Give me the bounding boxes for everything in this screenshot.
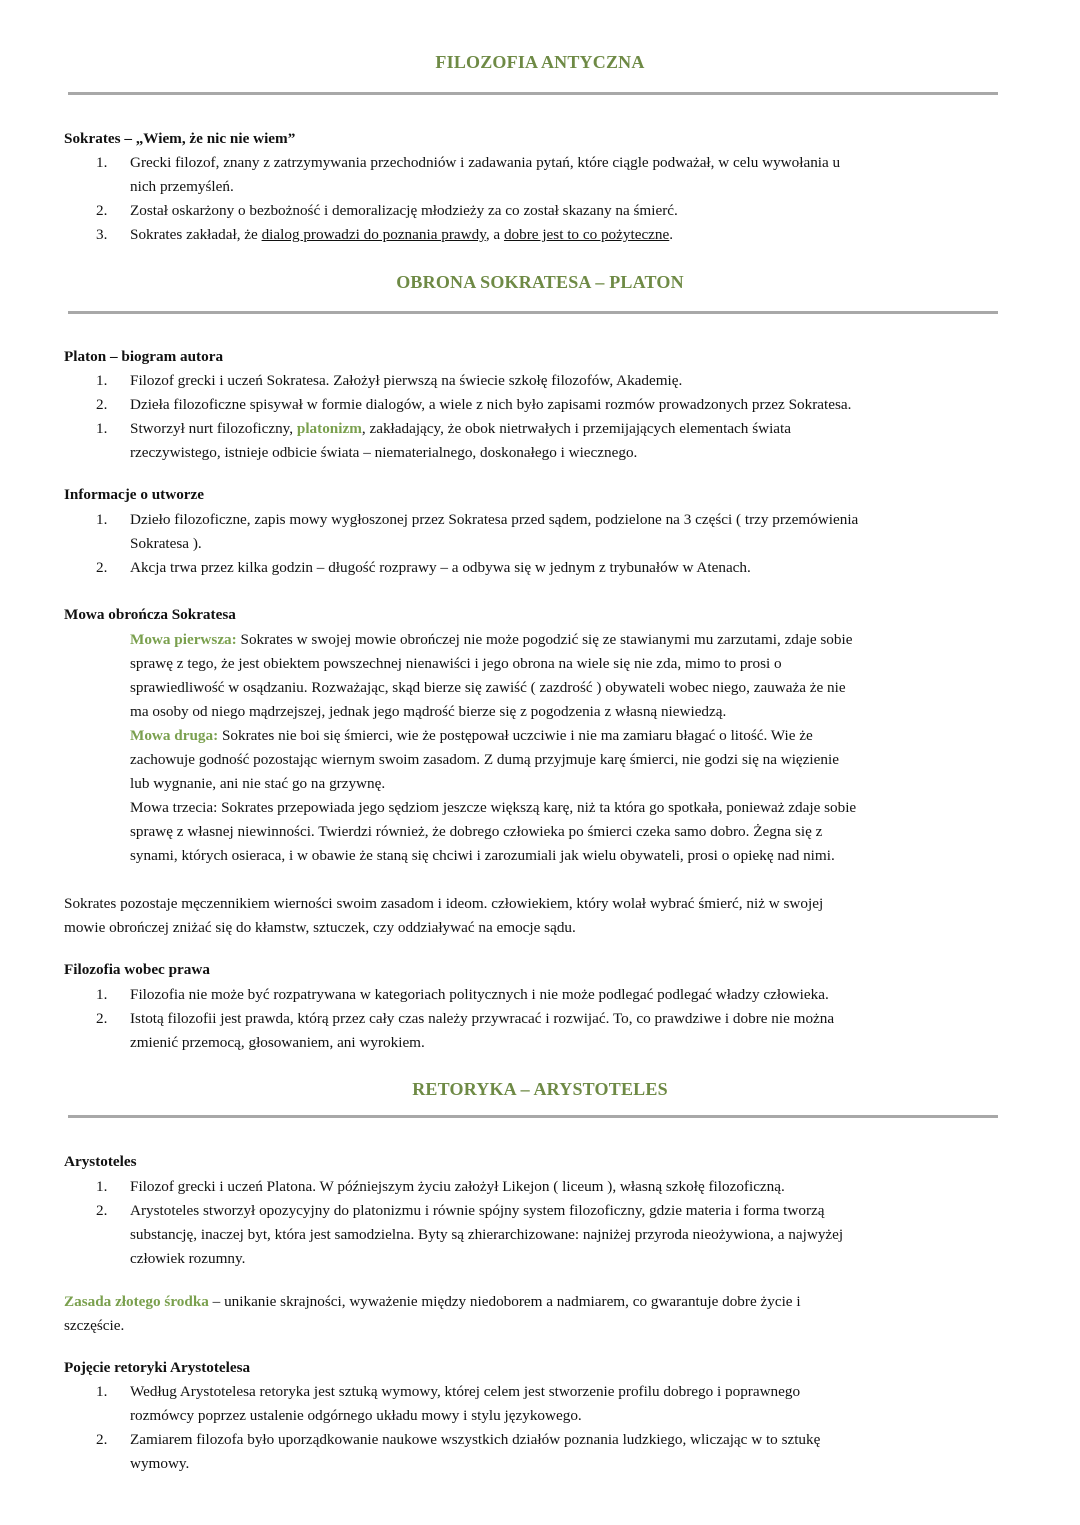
underlined-phrase: dobre jest to co pożyteczne: [503, 226, 670, 243]
list-item-text: Dzieło filozoficzne, zapis mowy wygłoszonej przez Sokratesa przed sądem, podzielone na 3 części ( trzy przemówienia: [130, 511, 859, 528]
text-run: Sokrates w swojej mowie obrończej nie może pogodzić się ze stawianymi mu zarzutami, zdaje sobie: [240, 631, 853, 648]
list-item-text: wymowy.: [130, 1455, 190, 1472]
text-run: Sokrates zakładał, że: [130, 226, 262, 243]
list-number: 1.: [96, 154, 108, 171]
list-number: 1.: [96, 1178, 108, 1195]
paragraph-line: ma osoby od niego mądrzejszej, jednak jego mądrość bierze się z pogodzenia z własną niewiedzą.: [130, 703, 727, 720]
list-item-text: Filozofia nie może być rozpatrywana w kategoriach politycznych i nie może podlegać podlegać władzy człowieka.: [130, 986, 829, 1003]
list-item-text: Akcja trwa przez kilka godzin – długość rozprawy – a odbywa się w jednym z trybunałów w Atenach.: [130, 559, 751, 576]
text-run: , a: [485, 226, 504, 243]
text-run: , zakładający, że obok nietrwałych i przemijających elementach świata: [361, 420, 791, 437]
sokrates-heading: Sokrates – „Wiem, że nic nie wiem”: [64, 130, 296, 147]
paragraph-line: lub wygnanie, ani nie stać go na grzywnę.: [130, 775, 386, 792]
list-item-text: rozmówcy poprzez ustalenie odgórnego układu mowy i stylu językowego.: [130, 1407, 582, 1424]
text-run: – unikanie skrajności, wyważenie między niedoborem a nadmiarem, co gwarantuje dobre życie i: [208, 1293, 801, 1310]
list-item-text: rzeczywistego, istnieje odbicie świata – niematerialnego, doskonałego i wiecznego.: [130, 444, 638, 461]
list-item-text: Dzieła filozoficzne spisywał w formie dialogów, a wiele z nich było zapisami rozmów prowadzonych przez Sokratesa.: [130, 396, 852, 413]
list-item-text: Filozof grecki i uczeń Platona. W późniejszym życiu założył Likejon ( liceum ), własną szkołę filozoficzną.: [130, 1178, 785, 1195]
list-item-text: substancję, inaczej byt, która jest samodzielna. Byty są zhierarchizowane: najniżej przyroda nieożywiona, a najwyżej: [130, 1226, 844, 1243]
list-number: 2.: [96, 1010, 108, 1027]
list-item-text: Według Arystotelesa retoryka jest sztuką wymowy, której celem jest stworzenie profilu dobrego i poprawnego: [130, 1383, 801, 1400]
paragraph-line: [130, 628, 852, 652]
list-number: 1.: [96, 1383, 108, 1400]
paragraph-line: sprawę z własnej niewinności. Twierdzi również, że dobrego człowieka po śmierci czeka samo dobro. Żegna się z: [130, 823, 823, 840]
list-item-text: Grecki filozof, znany z zatrzymywania przechodniów i zadawania pytań, które ciągle podważał, w celu wywołania u: [130, 154, 841, 171]
list-item-text: [130, 223, 673, 247]
section-title-filozofia: FILOZOFIA ANTYCZNA: [435, 52, 645, 72]
list-number: 2.: [96, 202, 108, 219]
list-number: 1.: [96, 511, 108, 528]
list-number: 3.: [96, 226, 108, 243]
section-divider: [68, 1115, 998, 1118]
mowa-heading: Mowa obrończa Sokratesa: [64, 606, 236, 623]
list-item-text: zmienić przemocą, głosowaniem, ani wyrokiem.: [130, 1034, 425, 1051]
list-item-text: człowiek rozumny.: [130, 1250, 246, 1267]
highlight-platonizm: platonizm: [296, 420, 362, 437]
paragraph-line: szczęście.: [64, 1317, 125, 1334]
underlined-phrase: dialog prowadzi do poznania prawdy: [261, 226, 486, 243]
text-run: .: [669, 226, 674, 243]
list-number: 1.: [96, 372, 108, 389]
list-item-text: Arystoteles stworzył opozycyjny do platonizmu i równie spójny system filozoficzny, gdzie materia i forma tworzą: [130, 1202, 825, 1219]
golden-mean-label: Zasada złotego środka: [64, 1293, 209, 1310]
paragraph-line: zachowuje godność pozostając wiernym swoim zasadom. Z dumą przyjmuje karę śmierci, nie godzi się na więzienie: [130, 751, 839, 768]
list-item-text: Sokratesa ).: [130, 535, 202, 552]
paragraph-line: Sokrates pozostaje męczennikiem wierności swoim zasadom i ideom. człowiekiem, który wolał wybrać śmierć, niż w swojej: [64, 895, 824, 912]
list-item-text: Istotą filozofii jest prawda, którą przez cały czas należy przywracać i rozwijać. To, co prawdziwe i dobre nie można: [130, 1010, 835, 1027]
paragraph-line: mowie obrończej zniżać się do kłamstw, sztuczek, czy oddziaływać na emocje sądu.: [64, 919, 576, 936]
section-divider: [68, 311, 998, 314]
arystoteles-heading: Arystoteles: [64, 1153, 137, 1170]
list-item-text: nich przemyśleń.: [130, 178, 234, 195]
list-number: 2.: [96, 559, 108, 576]
mowa-pierwsza-label: Mowa pierwsza:: [130, 631, 237, 648]
platon-bio-heading: Platon – biogram autora: [64, 348, 224, 365]
list-number: 1.: [96, 986, 108, 1003]
rhetoric-heading: Pojęcie retoryki Arystotelesa: [64, 1359, 251, 1376]
list-number: 2.: [96, 1202, 108, 1219]
section-title-obrona: OBRONA SOKRATESA – PLATON: [396, 272, 684, 292]
law-heading: Filozofia wobec prawa: [64, 961, 210, 978]
mowa-druga-label: Mowa druga:: [130, 727, 219, 744]
list-number: 2.: [96, 396, 108, 413]
section-title-retoryka: RETORYKA – ARYSTOTELES: [412, 1079, 668, 1099]
paragraph-line: [64, 1290, 801, 1314]
list-item-text: Został oskarżony o bezbożność i demoralizację młodzieży za co został skazany na śmierć.: [130, 202, 678, 219]
list-number: 1.: [96, 420, 108, 437]
list-item-text: [130, 417, 791, 441]
paragraph-line: Mowa trzecia: Sokrates przepowiada jego sędziom jeszcze większą karę, niż ta która go spotkała, ponieważ zdaje sobie: [130, 799, 857, 816]
text-run: Stworzył nurt filozoficzny,: [130, 420, 297, 437]
list-item-text: Zamiarem filozofa było uporządkowanie naukowe wszystkich działów poznania ludzkiego, wliczając w to sztukę: [130, 1431, 821, 1448]
paragraph-line: sprawę z tego, że jest obiektem powszechnej nienawiści i jego obrona na wiele się nie zda, mimo to prosi o: [130, 655, 782, 672]
section-divider: [68, 92, 998, 95]
paragraph-line: [130, 724, 813, 748]
info-heading: Informacje o utworze: [64, 486, 205, 503]
text-run: Sokrates nie boi się śmierci, wie że postępował uczciwie i nie ma zamiaru błagać o litość. Wie że: [221, 727, 813, 744]
list-item-text: Filozof grecki i uczeń Sokratesa. Założył pierwszą na świecie szkołę filozofów, Akademię.: [130, 372, 683, 389]
list-number: 2.: [96, 1431, 108, 1448]
paragraph-line: synami, których osieraca, i w obawie że staną się chciwi i zarozumiali jak wielu obywateli, prosi o opiekę nad nimi.: [130, 847, 835, 864]
paragraph-line: sprawiedliwość w osądzaniu. Rozważając, skąd bierze się zawiść ( zazdrość ) obywateli wobec niego, zauważa że nie: [130, 679, 846, 696]
